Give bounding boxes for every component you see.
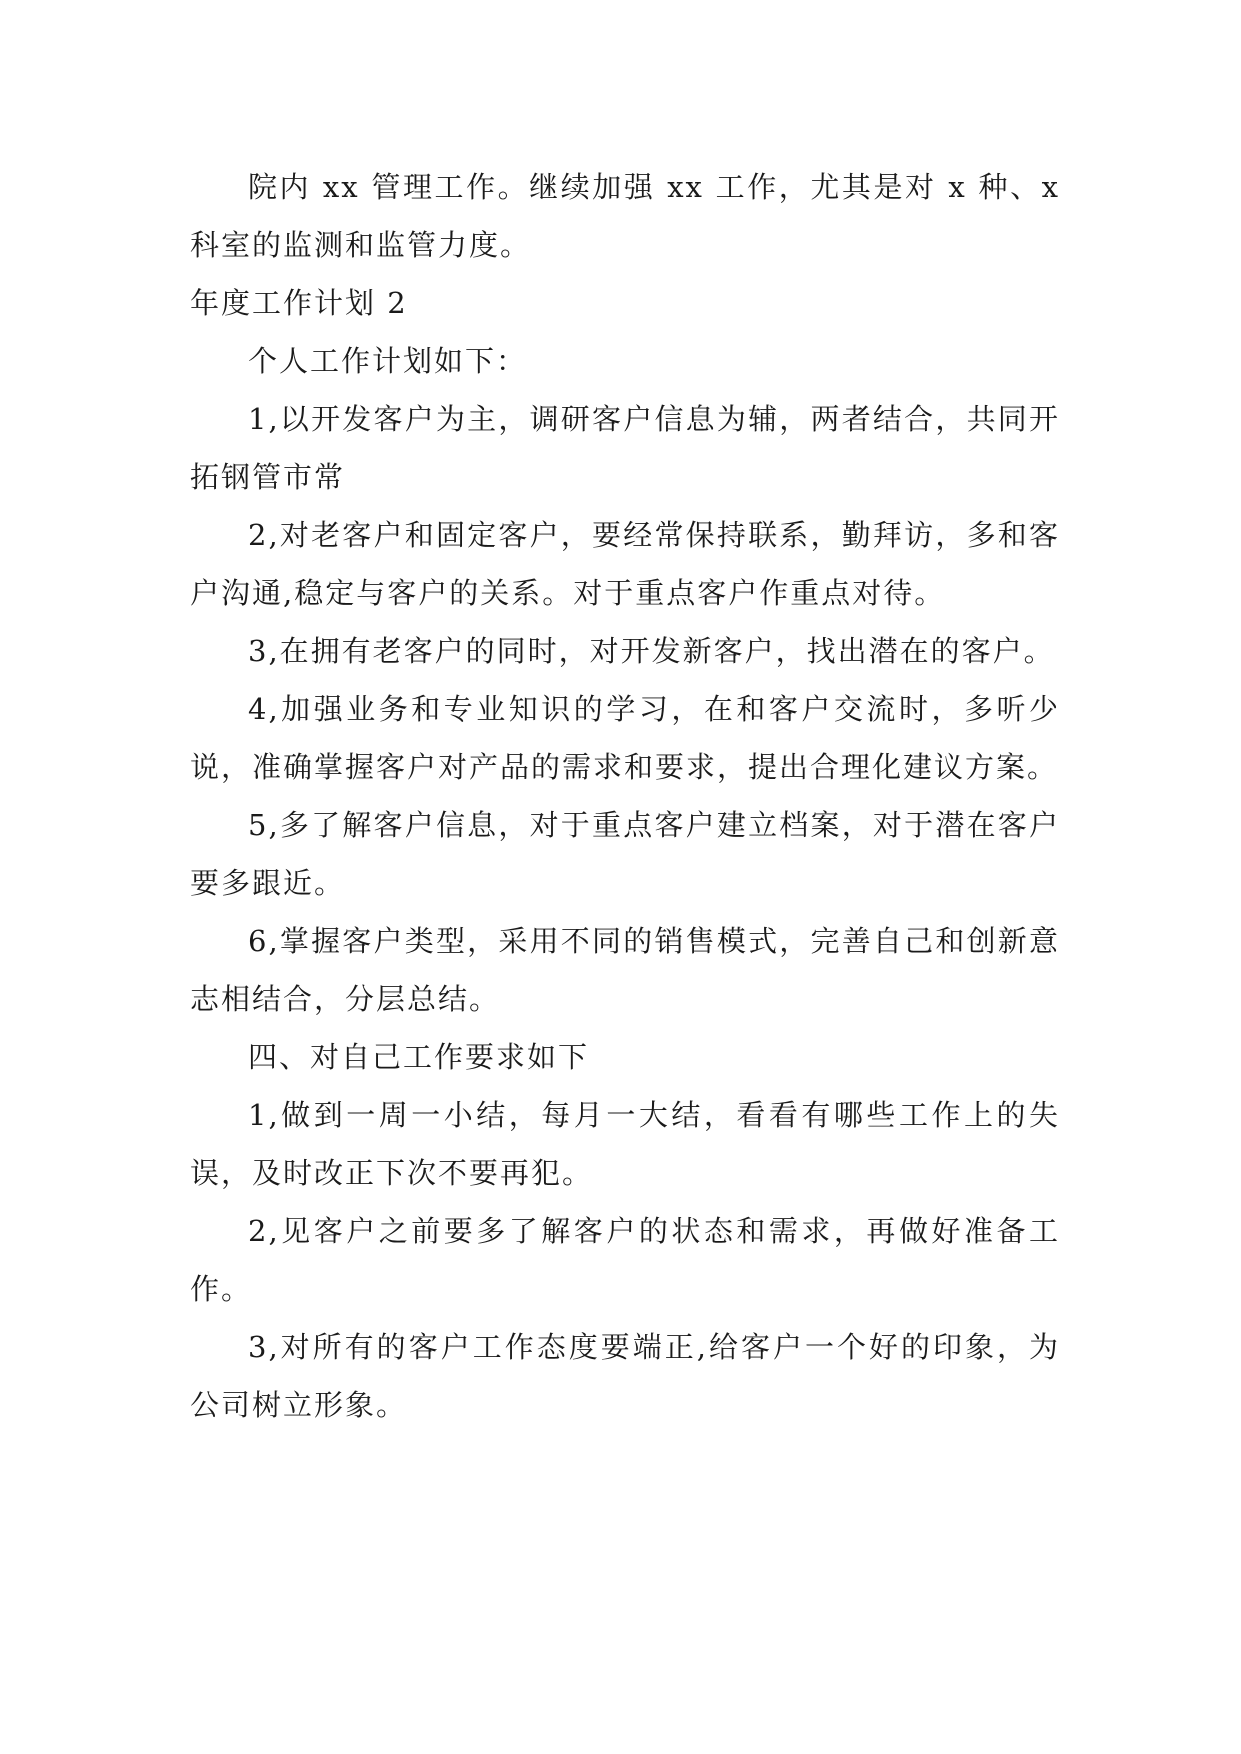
section-heading: 年度工作计划 2 — [190, 286, 408, 320]
list-item: 2,见客户之前要多了解客户的状态和需求，再做好准备工作。 — [190, 1214, 1060, 1306]
list-item: 1,做到一周一小结，每月一大结，看看有哪些工作上的失误，及时改正下次不要再犯。 — [190, 1098, 1060, 1190]
subsection-heading: 四、对自己工作要求如下 — [248, 1040, 590, 1074]
list-item: 3,在拥有老客户的同时，对开发新客户，找出潜在的客户。 — [248, 634, 1055, 668]
list-item: 2,对老客户和固定客户，要经常保持联系，勤拜访，多和客户沟通,稳定与客户的关系。对于重点客户作重点对待。 — [190, 518, 1060, 610]
list-item: 6,掌握客户类型，采用不同的销售模式，完善自己和创新意志相结合，分层总结。 — [190, 924, 1060, 1016]
paragraph-continuation: 院内 xx 管理工作。继续加强 xx 工作，尤其是对 x 种、x 科室的监测和监管力度。 — [190, 170, 1060, 262]
list-item: 5,多了解客户信息，对于重点客户建立档案，对于潜在客户要多跟近。 — [190, 808, 1060, 900]
document-body — [190, 158, 1060, 1434]
list-item: 3,对所有的客户工作态度要端正,给客户一个好的印象，为公司树立形象。 — [190, 1330, 1060, 1422]
list-item: 4,加强业务和专业知识的学习，在和客户交流时，多听少说，准确掌握客户对产品的需求和要求，提出合理化建议方案。 — [190, 692, 1060, 784]
list-item: 1,以开发客户为主，调研客户信息为辅，两者结合，共同开拓钢管市常 — [190, 402, 1060, 494]
paragraph-intro: 个人工作计划如下： — [248, 344, 528, 378]
